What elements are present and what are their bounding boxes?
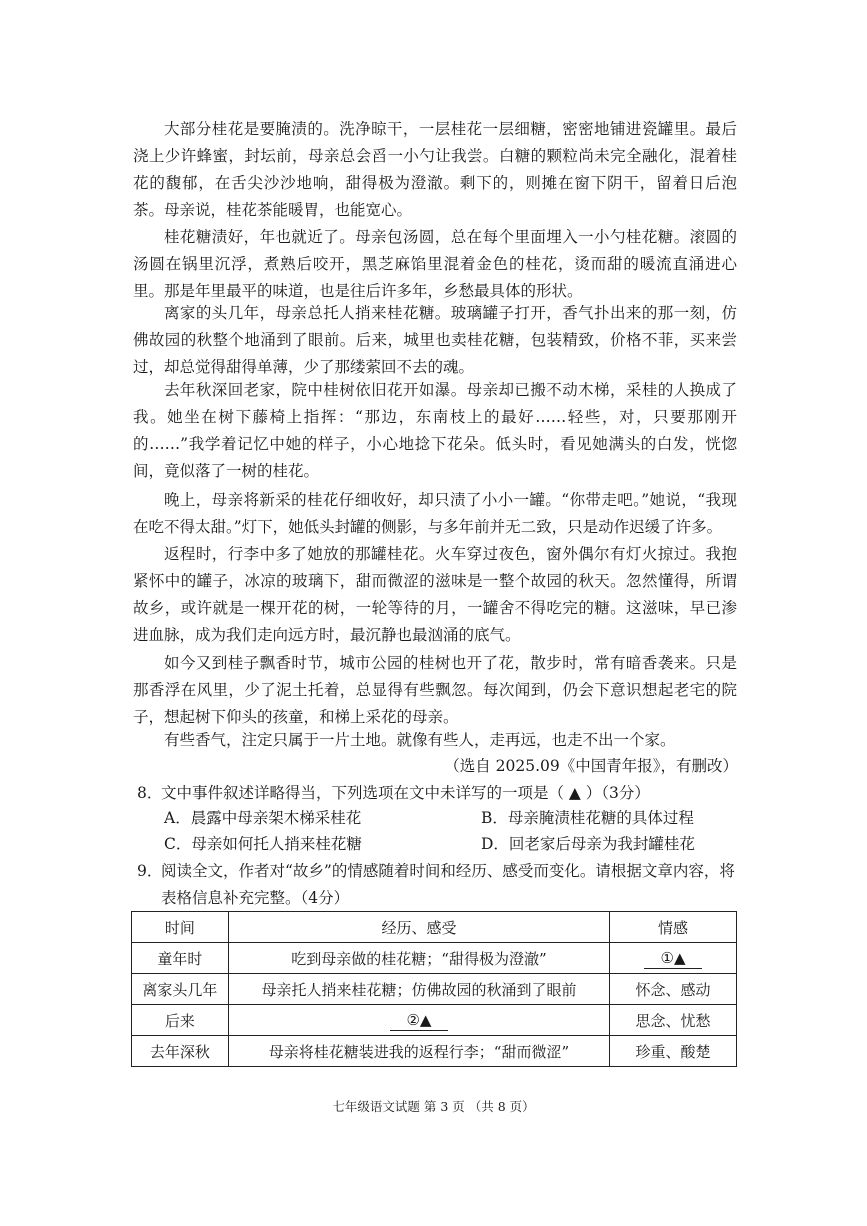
article-paragraph-6: 返程时，行李中多了她放的那罐桂花。火车穿过夜色，窗外偶尔有灯火掠过。我抱紧怀中的罐子，冰凉的玻璃下，甜而微涩的滋味是一整个故园的秋天。忽然懂得，所谓故乡，或许就是一棵开花的树，一轮等待的月，一罐舍不得吃完的糖。这滋味，早已渗进血脉，成为我们走向远方时，最沉静也最汹涌的底气。 <box>133 545 737 644</box>
article-paragraph-1: 大部分桂花是要腌渍的。洗净晾干，一层桂花一层细糖，密密地铺进瓷罐里。最后浇上少许蜂蜜，封坛前，母亲总会舀一小勺让我尝。白糖的颗粒尚未完全融化，混着桂花的馥郁，在舌尖沙沙地响，甜得极为澄澈。剩下的，则摊在窗下阴干，留着日后泡茶。母亲说，桂花茶能暖胃，也能宽心。 <box>133 120 737 219</box>
question-8-option-a: A．晨露中母亲架木梯采桂花 <box>164 809 362 827</box>
emotion-table <box>131 911 737 1067</box>
cell-experience: 母亲将桂花糖装进我的返程行李；“甜而微涩” <box>228 1036 609 1067</box>
article-source: （选自 2025.09《中国青年报》，有删改） <box>444 757 738 775</box>
article-paragraph-8: 有些香气，注定只属于一片土地。就像有些人，走再远，也走不出一个家。 <box>164 731 676 749</box>
question-8 <box>137 780 741 807</box>
question-9-number: 9． <box>137 862 163 880</box>
article-paragraph-2: 桂花糖渍好，年也就近了。母亲包汤圆，总在每个里面埋入一小勺桂花糖。滚圆的汤圆在锅里沉浮，煮熟后咬开，黑芝麻馅里混着金色的桂花，烫而甜的暖流直涌进心里。那是年里最平的味道，也是往后许多年，乡愁最具体的形状。 <box>133 228 737 300</box>
question-8-number: 8． <box>137 784 163 802</box>
cell-time: 去年深秋 <box>132 1036 229 1067</box>
cell-experience: 母亲托人捎来桂花糖；仿佛故园的秋涌到了眼前 <box>228 974 609 1005</box>
cell-time: 后来 <box>132 1005 229 1036</box>
cell-emotion-blank <box>610 943 737 974</box>
answer-blank-2: ②▲ <box>390 1010 448 1031</box>
table-row <box>132 1036 737 1067</box>
cell-emotion: 思念、忧愁 <box>610 1005 737 1036</box>
table-row <box>132 1005 737 1036</box>
cell-time: 离家头几年 <box>132 974 229 1005</box>
question-8-text: 文中事件叙述详略得当，下列选项在文中未详写的一项是（ ▲ ）（3分） <box>161 784 650 802</box>
question-9 <box>137 858 741 912</box>
header-time: 时间 <box>132 912 229 943</box>
cell-emotion: 珍重、酸楚 <box>610 1036 737 1067</box>
page-footer: 七年级语文试题 第 3 页 （共 8 页） <box>332 1099 535 1114</box>
table-row <box>132 974 737 1005</box>
header-emotion: 情感 <box>610 912 737 943</box>
cell-experience-blank <box>228 1005 609 1036</box>
article-paragraph-3: 离家的头几年，母亲总托人捎来桂花糖。玻璃罐子打开，香气扑出来的那一刻，仿佛故园的秋整个地涌到了眼前。后来，城里也卖桂花糖，包装精致，价格不菲，买来尝过，却总觉得甜得单薄，少了那缕萦回不去的魂。 <box>133 304 737 376</box>
question-8-option-b: B．母亲腌渍桂花糖的具体过程 <box>481 809 694 827</box>
question-8-option-d: D．回老家后母亲为我封罐桂花 <box>481 835 695 853</box>
cell-experience: 吃到母亲做的桂花糖；“甜得极为澄澈” <box>228 943 609 974</box>
cell-emotion: 怀念、感动 <box>610 974 737 1005</box>
table-row <box>132 943 737 974</box>
answer-blank-1: ①▲ <box>644 948 702 969</box>
header-experience: 经历、感受 <box>228 912 609 943</box>
cell-time: 童年时 <box>132 943 229 974</box>
question-9-text: 阅读全文，作者对“故乡”的情感随着时间和经历、感受而变化。请根据文章内容，将表格信息补充完整。（4分） <box>161 862 735 907</box>
question-8-option-c: C．母亲如何托人捎来桂花糖 <box>164 835 362 853</box>
article-paragraph-5: 晚上，母亲将新采的桂花仔细收好，却只渍了小小一罐。“你带走吧。”她说，“我现在吃不得太甜。”灯下，她低头封罐的侧影，与多年前并无二致，只是动作迟缓了许多。 <box>133 491 737 536</box>
article-paragraph-7: 如今又到桂子飘香时节，城市公园的桂树也开了花，散步时，常有暗香袭来。只是那香浮在风里，少了泥土托着，总显得有些飘忽。每次闻到，仍会下意识想起老宅的院子，想起树下仰头的孩童，和梯上采花的母亲。 <box>133 654 737 726</box>
table-header-row <box>132 912 737 943</box>
article-paragraph-4: 去年秋深回老家，院中桂树依旧花开如瀑。母亲却已搬不动木梯，采桂的人换成了我。她坐在树下藤椅上指挥：“那边，东南枝上的最好……轻些，对，只要那刚开的……”我学着记忆中她的样子，小心地捻下花朵。低头时，看见她满头的白发，恍惚间，竟似落了一树的桂花。 <box>133 381 737 480</box>
